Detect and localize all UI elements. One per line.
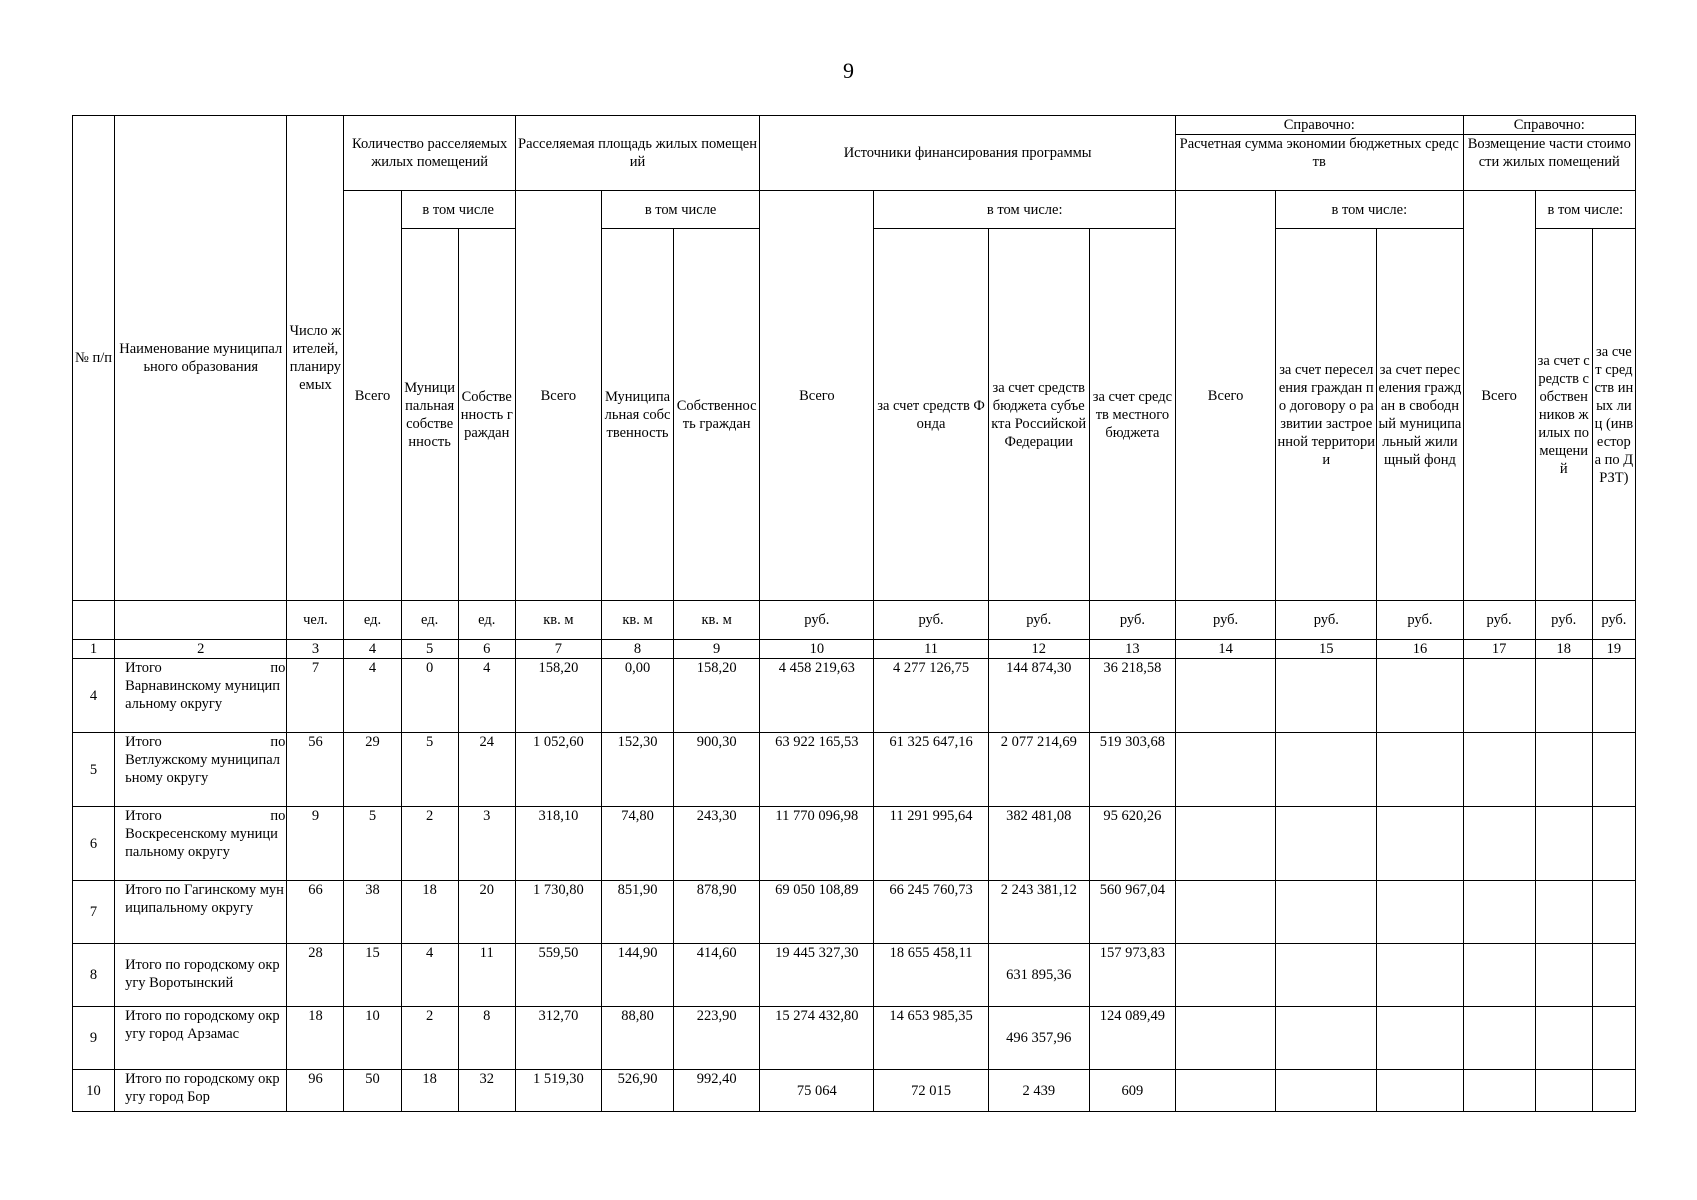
unit-cell: руб. [1176, 601, 1276, 640]
area-private-cell: 243,30 [674, 807, 760, 881]
municipality-name: Итого по городскому округу город Арзамас [115, 1007, 287, 1070]
area-private-cell: 158,20 [674, 659, 760, 733]
finance-fund-cell: 66 245 760,73 [874, 881, 988, 944]
column-number: 11 [874, 640, 988, 659]
finance-local-cell: 36 218,58 [1089, 659, 1175, 733]
rooms-municipal-cell: 18 [401, 1070, 458, 1112]
finance-subject-cell: 2 243 381,12 [988, 881, 1089, 944]
residents-cell: 56 [287, 733, 344, 807]
header-spravochno-1: Справочно: [1176, 116, 1464, 135]
finance-fund-cell: 18 655 458,11 [874, 944, 988, 1007]
finance-fund-cell: 4 277 126,75 [874, 659, 988, 733]
unit-cell: кв. м [674, 601, 760, 640]
unit-cell: руб. [874, 601, 988, 640]
column-number: 14 [1176, 640, 1276, 659]
header-group-compensation: Возмещение части стоимости жилых помещений [1463, 135, 1635, 191]
header-col-residents: Число жителей, планируемых [287, 116, 344, 601]
column-number: 12 [988, 640, 1089, 659]
column-number: 9 [674, 640, 760, 659]
area-total-cell: 1 519,30 [515, 1070, 601, 1112]
area-municipal-cell: 144,90 [601, 944, 673, 1007]
unit-cell: руб. [1377, 601, 1463, 640]
unit-cell: кв. м [515, 601, 601, 640]
finance-local-cell: 124 089,49 [1089, 1007, 1175, 1070]
finance-total-cell: 11 770 096,98 [760, 807, 874, 881]
rooms-total-cell: 38 [344, 881, 401, 944]
rooms-total-cell: 15 [344, 944, 401, 1007]
row-number: 7 [73, 881, 115, 944]
column-number: 8 [601, 640, 673, 659]
unit-cell: руб. [1463, 601, 1535, 640]
finance-total-cell: 19 445 327,30 [760, 944, 874, 1007]
unit-cell: руб. [1592, 601, 1635, 640]
unit-cell: ед. [344, 601, 401, 640]
finance-local-cell: 519 303,68 [1089, 733, 1175, 807]
header-group-finance: Источники финансирования программы [760, 116, 1176, 191]
header-fin-fund: за счет средств Фонда [874, 229, 988, 601]
residents-cell: 7 [287, 659, 344, 733]
row-number: 6 [73, 807, 115, 881]
municipality-name: Итого по Гагинскому муниципальному округу [115, 881, 287, 944]
finance-total-cell: 69 050 108,89 [760, 881, 874, 944]
header-rooms-total: Всего [344, 191, 401, 601]
finance-fund-cell: 72 015 [874, 1070, 988, 1112]
rooms-municipal-cell: 2 [401, 1007, 458, 1070]
unit-cell: руб. [1535, 601, 1592, 640]
area-municipal-cell: 152,30 [601, 733, 673, 807]
municipality-name: Итого по городскому округу Воротынский [115, 944, 287, 1007]
header-comp-owners: за счет средств собственников жилых помещений [1535, 229, 1592, 601]
finance-subject-cell: 2 077 214,69 [988, 733, 1089, 807]
column-number: 4 [344, 640, 401, 659]
header-col-no: № п/п [73, 116, 115, 601]
rooms-private-cell: 3 [458, 807, 515, 881]
unit-cell: руб. [760, 601, 874, 640]
rooms-total-cell: 10 [344, 1007, 401, 1070]
area-municipal-cell: 0,00 [601, 659, 673, 733]
header-rooms-municipal: Муниципальная собственность [401, 229, 458, 601]
rooms-municipal-cell: 2 [401, 807, 458, 881]
header-rooms-private: Собственность граждан [458, 229, 515, 601]
finance-total-cell: 63 922 165,53 [760, 733, 874, 807]
area-private-cell: 414,60 [674, 944, 760, 1007]
rooms-total-cell: 29 [344, 733, 401, 807]
table-row [73, 944, 1636, 1007]
rooms-private-cell: 24 [458, 733, 515, 807]
header-area-municipal: Муниципальная собственность [601, 229, 673, 601]
finance-local-cell: 157 973,83 [1089, 944, 1175, 1007]
area-private-cell: 992,40 [674, 1070, 760, 1112]
row-number: 9 [73, 1007, 115, 1070]
rooms-total-cell: 4 [344, 659, 401, 733]
finance-total-cell: 15 274 432,80 [760, 1007, 874, 1070]
header-eco-development: за счет переселения граждан по договору о развитии застроенной территории [1276, 229, 1377, 601]
header-area-private: Собственность граждан [674, 229, 760, 601]
area-municipal-cell: 851,90 [601, 881, 673, 944]
row-number: 5 [73, 733, 115, 807]
municipality-name: Итого по городскому округу город Бор [115, 1070, 287, 1112]
area-private-cell: 900,30 [674, 733, 760, 807]
header-fin-local: за счет средств местного бюджета [1089, 229, 1175, 601]
area-private-cell: 223,90 [674, 1007, 760, 1070]
header-group-economy: Расчетная сумма экономии бюджетных средств [1176, 135, 1464, 191]
table-row [73, 1007, 1636, 1070]
rooms-total-cell: 5 [344, 807, 401, 881]
header-comp-others: за счет средств иных лиц (инвестора по ДРЗТ) [1592, 229, 1635, 601]
rooms-private-cell: 11 [458, 944, 515, 1007]
finance-subject-cell: 631 895,36 [988, 944, 1089, 1007]
rooms-private-cell: 4 [458, 659, 515, 733]
column-number: 13 [1089, 640, 1175, 659]
column-number: 19 [1592, 640, 1635, 659]
table-row [73, 733, 1636, 807]
finance-local-cell: 95 620,26 [1089, 807, 1175, 881]
rooms-total-cell: 50 [344, 1070, 401, 1112]
header-group-rooms: Количество расселяемых жилых помещений [344, 116, 515, 191]
header-col-name: Наименование муниципального образования [115, 116, 287, 601]
header-group-area: Расселяемая площадь жилых помещений [515, 116, 759, 191]
table-row [73, 1070, 1636, 1112]
header-comp-in-that: в том числе: [1535, 191, 1635, 229]
header-eco-free-fund: за счет переселения граждан в свободный муниципальный жилищный фонд [1377, 229, 1463, 601]
finance-local-cell: 560 967,04 [1089, 881, 1175, 944]
residents-cell: 66 [287, 881, 344, 944]
page-number: 9 [843, 58, 854, 83]
rooms-municipal-cell: 4 [401, 944, 458, 1007]
column-number: 10 [760, 640, 874, 659]
column-numbers-row [73, 640, 1636, 659]
column-number: 15 [1276, 640, 1377, 659]
municipality-name: Итого по Ветлужскому муниципальному округу [115, 733, 287, 807]
residents-cell: 9 [287, 807, 344, 881]
area-municipal-cell: 526,90 [601, 1070, 673, 1112]
rooms-municipal-cell: 5 [401, 733, 458, 807]
header-area-in-that: в том числе [601, 191, 759, 229]
finance-total-cell: 4 458 219,63 [760, 659, 874, 733]
area-total-cell: 1 052,60 [515, 733, 601, 807]
unit-cell: ед. [458, 601, 515, 640]
resettlement-table [72, 115, 1636, 1112]
header-eco-in-that: в том числе: [1276, 191, 1463, 229]
area-total-cell: 559,50 [515, 944, 601, 1007]
column-number: 17 [1463, 640, 1535, 659]
column-number: 2 [115, 640, 287, 659]
finance-subject-cell: 496 357,96 [988, 1007, 1089, 1070]
finance-subject-cell: 382 481,08 [988, 807, 1089, 881]
area-private-cell: 878,90 [674, 881, 760, 944]
table-row [73, 807, 1636, 881]
residents-cell: 18 [287, 1007, 344, 1070]
rooms-private-cell: 20 [458, 881, 515, 944]
unit-cell: чел. [287, 601, 344, 640]
residents-cell: 96 [287, 1070, 344, 1112]
table-row [73, 881, 1636, 944]
row-number: 10 [73, 1070, 115, 1112]
finance-fund-cell: 11 291 995,64 [874, 807, 988, 881]
rooms-private-cell: 8 [458, 1007, 515, 1070]
row-number: 4 [73, 659, 115, 733]
finance-fund-cell: 61 325 647,16 [874, 733, 988, 807]
header-fin-in-that: в том числе: [874, 191, 1176, 229]
header-eco-total: Всего [1176, 191, 1276, 601]
municipality-name: Итого по Воскресенскому муниципальному округу [115, 807, 287, 881]
finance-subject-cell: 2 439 [988, 1070, 1089, 1112]
header-fin-subject: за счет средств бюджета субъекта Российской Федерации [988, 229, 1089, 601]
unit-cell: руб. [1276, 601, 1377, 640]
unit-cell: ед. [401, 601, 458, 640]
area-total-cell: 158,20 [515, 659, 601, 733]
header-spravochno-2: Справочно: [1463, 116, 1635, 135]
area-total-cell: 312,70 [515, 1007, 601, 1070]
row-number: 8 [73, 944, 115, 1007]
column-number: 5 [401, 640, 458, 659]
units-row [73, 601, 1636, 640]
column-number: 3 [287, 640, 344, 659]
rooms-private-cell: 32 [458, 1070, 515, 1112]
area-municipal-cell: 74,80 [601, 807, 673, 881]
column-number: 16 [1377, 640, 1463, 659]
finance-fund-cell: 14 653 985,35 [874, 1007, 988, 1070]
column-number: 1 [73, 640, 115, 659]
finance-total-cell: 75 064 [760, 1070, 874, 1112]
header-fin-total: Всего [760, 191, 874, 601]
area-municipal-cell: 88,80 [601, 1007, 673, 1070]
column-number: 18 [1535, 640, 1592, 659]
rooms-municipal-cell: 18 [401, 881, 458, 944]
header-comp-total: Всего [1463, 191, 1535, 601]
column-number: 7 [515, 640, 601, 659]
area-total-cell: 1 730,80 [515, 881, 601, 944]
column-number: 6 [458, 640, 515, 659]
rooms-municipal-cell: 0 [401, 659, 458, 733]
area-total-cell: 318,10 [515, 807, 601, 881]
unit-cell: руб. [988, 601, 1089, 640]
header-rooms-in-that: в том числе [401, 191, 515, 229]
table-row [73, 659, 1636, 733]
municipality-name: Итого по Варнавинскому муниципальному округу [115, 659, 287, 733]
unit-cell: кв. м [601, 601, 673, 640]
residents-cell: 28 [287, 944, 344, 1007]
finance-subject-cell: 144 874,30 [988, 659, 1089, 733]
finance-local-cell: 609 [1089, 1070, 1175, 1112]
unit-cell: руб. [1089, 601, 1175, 640]
header-area-total: Всего [515, 191, 601, 601]
